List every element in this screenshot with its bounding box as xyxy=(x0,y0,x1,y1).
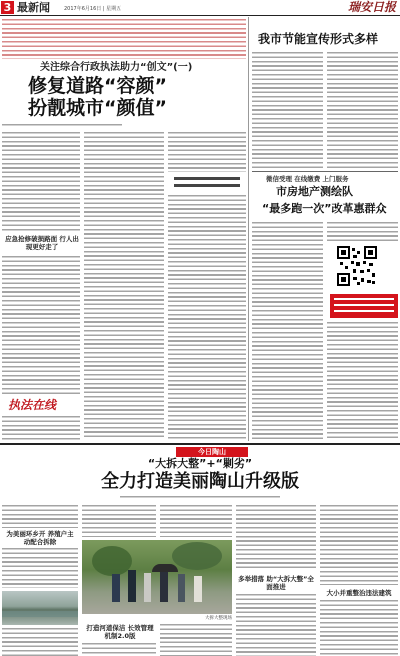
byline xyxy=(120,496,280,500)
body-text-block xyxy=(82,643,156,656)
lower-headline: 全力打造美丽陶山升级版 xyxy=(101,471,299,492)
body-text-block xyxy=(327,52,398,168)
column-divider xyxy=(248,17,249,441)
photo-caption: 大拆大整现场 xyxy=(205,616,232,621)
right-headline-2a: 市房地产测绘队 xyxy=(276,185,353,198)
body-text-block xyxy=(320,505,398,585)
body-text-block xyxy=(2,505,78,528)
river-photo xyxy=(2,591,78,625)
body-text-block xyxy=(2,628,78,656)
body-text-block xyxy=(2,256,80,394)
body-text-block xyxy=(327,322,398,440)
lower-kicker: “大拆大整”+“剿劣” xyxy=(147,457,253,470)
body-text-block xyxy=(160,624,232,656)
right-kicker-2: 微信受理 在线缴费 上门服务 xyxy=(266,175,349,183)
body-text-block xyxy=(160,505,232,537)
section-tag: 今日陶山 xyxy=(176,447,248,457)
promo-text xyxy=(334,298,394,314)
main-photo xyxy=(82,540,232,614)
body-text-block xyxy=(168,195,246,440)
body-text-block xyxy=(320,600,398,656)
lower-subhead-4: 大小并重整治违法建筑 xyxy=(326,589,392,597)
body-text-block xyxy=(84,132,164,440)
story-headline-line1: 修复道路“容颜” xyxy=(28,75,167,97)
body-text-block xyxy=(2,416,80,440)
body-text-block xyxy=(252,52,323,168)
body-text-block xyxy=(327,222,398,242)
subhead-middle xyxy=(174,177,240,191)
promo-box xyxy=(330,294,398,318)
masthead-logo: 瑞安日报 xyxy=(347,0,396,14)
body-text-block xyxy=(252,222,323,440)
lower-subhead-3: 多举措落 助“大拆大整”全面推进 xyxy=(238,575,314,591)
subhead-left: 应急抢修破损路面 行人出现更好走了 xyxy=(5,235,79,251)
story-headline-line2: 扮靓城市“颜值” xyxy=(28,97,167,119)
story-kicker: 关注综合行政执法助力“创文”(一) xyxy=(40,62,193,73)
body-text-block xyxy=(2,132,80,232)
lower-subhead-2: 打造河道保洁 长效管理机制2.0版 xyxy=(86,624,154,640)
header-rule xyxy=(0,15,400,16)
section-title: 最新闻 xyxy=(17,1,50,14)
section-rule-thick xyxy=(0,443,400,445)
body-text-block xyxy=(2,548,78,588)
body-text-block xyxy=(236,505,316,571)
byline xyxy=(2,124,122,128)
column-logo: 执法在线 xyxy=(8,398,57,412)
body-text-block xyxy=(236,594,316,656)
lower-subhead-1: 为美丽环乡开 养殖户主动配合拆除 xyxy=(6,530,74,546)
lead-paragraph xyxy=(2,19,246,59)
dateline: 2017年6月16日 | 星期五 xyxy=(64,6,122,12)
right-headline-2b: “最多跑一次”改革惠群众 xyxy=(262,202,387,215)
section-rule xyxy=(252,171,398,172)
right-headline-1: 我市节能宣传形式多样 xyxy=(258,32,379,46)
page-number: 3 xyxy=(1,1,14,14)
body-text-block xyxy=(168,132,246,172)
qr-code-image xyxy=(336,245,378,287)
body-text-block xyxy=(82,505,156,537)
